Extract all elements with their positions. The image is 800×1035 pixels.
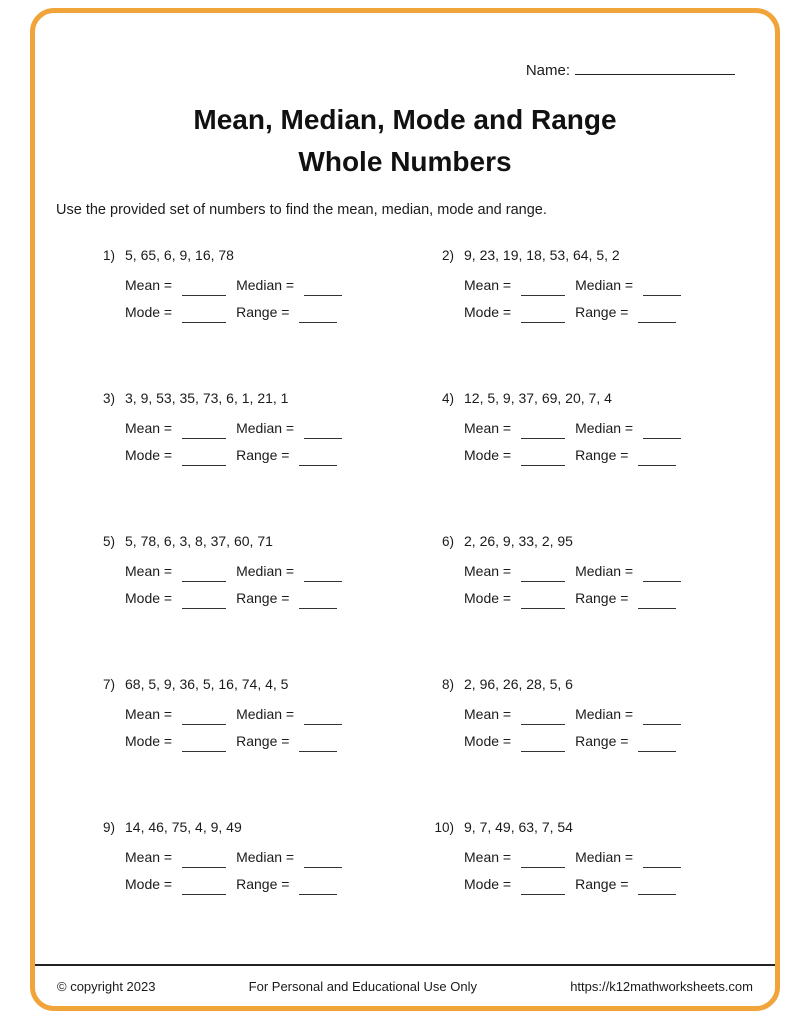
problem-body [464,814,765,895]
mean-blank[interactable] [182,562,226,582]
page-title-line2: Whole Numbers [298,146,512,177]
footer [35,964,775,1006]
problem-number: 3) [102,390,115,406]
name-label: Name: [525,62,570,79]
mode-label: Mode = [125,875,173,892]
mode-blank[interactable] [182,875,226,895]
problem-number: 4) [441,390,454,406]
mode-label: Mode = [464,732,512,749]
mode-label: Mode = [464,446,512,463]
median-label: Median = [575,848,634,865]
median-blank[interactable] [643,705,681,725]
range-blank[interactable] [299,303,337,323]
number-set: 9, 23, 19, 18, 53, 64, 5, 2 [464,246,620,263]
mean-label: Mean = [125,705,173,722]
worksheet-frame [30,8,780,1011]
mean-median-line [125,841,426,868]
mean-blank[interactable] [182,848,226,868]
median-blank[interactable] [643,419,681,439]
problem-number: 2) [441,247,454,263]
range-label: Range = [236,303,290,320]
problem-number: 8) [441,676,454,692]
mode-range-line [125,725,426,752]
range-blank[interactable] [299,446,337,466]
mode-blank[interactable] [182,732,226,752]
mean-median-line [464,698,765,725]
number-set: 68, 5, 9, 36, 5, 16, 74, 4, 5 [125,675,289,692]
mean-median-line [464,412,765,439]
mean-median-line [464,555,765,582]
mode-blank[interactable] [182,303,226,323]
problem [87,242,426,323]
mean-blank[interactable] [521,848,565,868]
mean-label: Mean = [464,705,512,722]
problem [426,528,765,609]
footer-copyright: © copyright 2023 [57,978,156,994]
median-label: Median = [236,848,295,865]
range-blank[interactable] [638,589,676,609]
range-label: Range = [236,732,290,749]
median-blank[interactable] [304,419,342,439]
range-blank[interactable] [638,875,676,895]
problem-number: 10) [434,819,454,835]
number-set: 3, 9, 53, 35, 73, 6, 1, 21, 1 [125,389,289,406]
mode-range-line [464,582,765,609]
range-label: Range = [575,732,629,749]
mean-median-line [125,698,426,725]
mode-blank[interactable] [521,446,565,466]
mean-blank[interactable] [521,276,565,296]
range-label: Range = [236,446,290,463]
median-blank[interactable] [643,848,681,868]
mean-median-line [125,412,426,439]
mode-range-line [125,582,426,609]
mean-label: Mean = [125,419,173,436]
problem-body [464,385,765,466]
range-label: Range = [236,589,290,606]
mean-label: Mean = [464,848,512,865]
problem-body [125,528,426,609]
mean-label: Mean = [464,562,512,579]
mode-range-line [125,439,426,466]
range-blank[interactable] [299,875,337,895]
mode-label: Mode = [464,875,512,892]
problem [426,385,765,466]
problem-body [125,242,426,323]
number-set: 9, 7, 49, 63, 7, 54 [464,818,573,835]
problem [87,528,426,609]
problem [426,242,765,323]
number-set: 12, 5, 9, 37, 69, 20, 7, 4 [464,389,612,406]
mean-label: Mean = [464,419,512,436]
number-set: 2, 96, 26, 28, 5, 6 [464,675,573,692]
problem-number: 7) [102,676,115,692]
mode-label: Mode = [125,446,173,463]
median-label: Median = [236,705,295,722]
number-set: 5, 78, 6, 3, 8, 37, 60, 71 [125,532,273,549]
problem-number: 1) [102,247,115,263]
number-set: 2, 26, 9, 33, 2, 95 [464,532,573,549]
mean-median-line [125,269,426,296]
mode-label: Mode = [125,732,173,749]
problem-body [464,671,765,752]
mean-blank[interactable] [182,276,226,296]
median-blank[interactable] [304,705,342,725]
median-label: Median = [575,419,634,436]
median-label: Median = [575,562,634,579]
mean-blank[interactable] [182,705,226,725]
median-blank[interactable] [643,562,681,582]
range-label: Range = [575,303,629,320]
problem [87,814,426,895]
mode-range-line [464,296,765,323]
mode-blank[interactable] [521,303,565,323]
mean-label: Mean = [125,848,173,865]
problem-number: 5) [102,533,115,549]
problem-body [125,385,426,466]
range-label: Range = [575,875,629,892]
instructions: Use the provided set of numbers to find the mean, median, mode and range. [56,201,547,218]
range-label: Range = [575,446,629,463]
range-blank[interactable] [638,732,676,752]
range-label: Range = [575,589,629,606]
page-title [35,99,775,183]
problem-body [125,671,426,752]
mode-blank[interactable] [182,589,226,609]
mean-median-line [464,841,765,868]
name-blank[interactable] [575,59,735,75]
mean-label: Mean = [125,562,173,579]
mean-label: Mean = [464,276,512,293]
page-title-line1: Mean, Median, Mode and Range [193,104,617,135]
range-blank[interactable] [638,446,676,466]
mode-range-line [464,725,765,752]
range-blank[interactable] [638,303,676,323]
median-blank[interactable] [304,562,342,582]
median-label: Median = [575,276,634,293]
median-blank[interactable] [304,276,342,296]
mode-blank[interactable] [521,589,565,609]
mean-label: Mean = [125,276,173,293]
problem-body [464,242,765,323]
mode-range-line [125,868,426,895]
mean-blank[interactable] [521,419,565,439]
mean-blank[interactable] [521,562,565,582]
mode-label: Mode = [464,589,512,606]
problem [426,814,765,895]
name-row [35,59,775,79]
number-set: 5, 65, 6, 9, 16, 78 [125,246,234,263]
mode-range-line [125,296,426,323]
median-label: Median = [236,562,295,579]
median-label: Median = [236,419,295,436]
mode-range-line [464,868,765,895]
mode-blank[interactable] [521,875,565,895]
mean-median-line [464,269,765,296]
problems-grid [87,242,765,895]
problem [87,385,426,466]
footer-url: https://k12mathworksheets.com [570,978,753,994]
range-blank[interactable] [299,589,337,609]
footer-usage: For Personal and Educational Use Only [248,978,478,994]
problem-body [464,528,765,609]
median-label: Median = [575,705,634,722]
median-label: Median = [236,276,295,293]
mode-blank[interactable] [521,732,565,752]
mean-blank[interactable] [182,419,226,439]
mode-label: Mode = [125,303,173,320]
problem [426,671,765,752]
mean-blank[interactable] [521,705,565,725]
problem-body [125,814,426,895]
problem-number: 9) [102,819,115,835]
mean-median-line [125,555,426,582]
problem-number: 6) [441,533,454,549]
mode-range-line [464,439,765,466]
mode-label: Mode = [464,303,512,320]
median-blank[interactable] [643,276,681,296]
range-label: Range = [236,875,290,892]
median-blank[interactable] [304,848,342,868]
mode-label: Mode = [125,589,173,606]
mode-blank[interactable] [182,446,226,466]
problem [87,671,426,752]
range-blank[interactable] [299,732,337,752]
number-set: 14, 46, 75, 4, 9, 49 [125,818,242,835]
